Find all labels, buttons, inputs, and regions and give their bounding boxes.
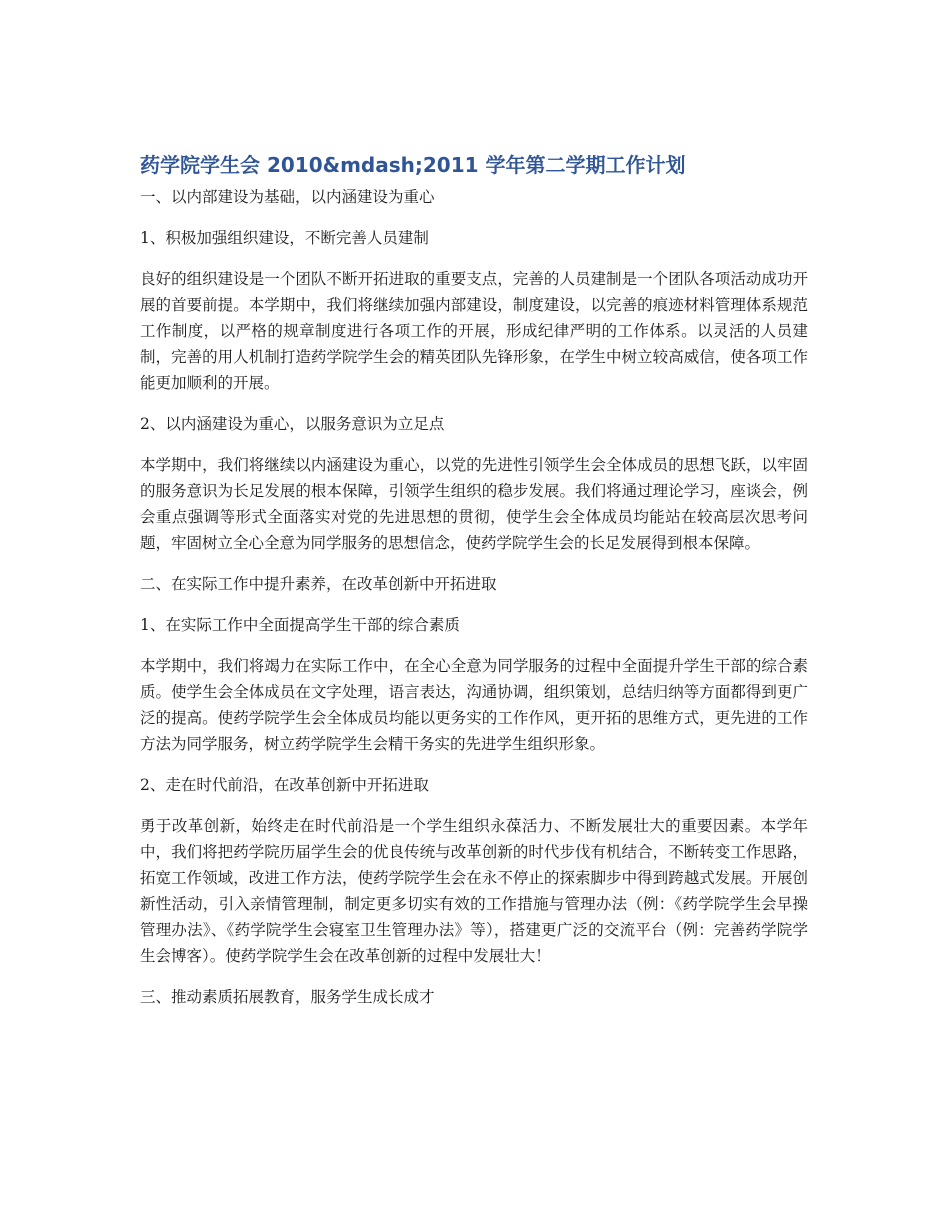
paragraph-2-1: 本学期中，我们将竭力在实际工作中，在全心全意为同学服务的过程中全面提升学生干部的综合素质。使学生会全体成员在文字处理，语言表达，沟通协调，组织策划，总结归纳等方面都得到更广泛的提高。使药学院学生会全体成员均能以更务实的工作作风，更开拓的思维方式，更先进的工作方法为同学服务，树立药学院学生会精干务实的先进学生组织形象。 xyxy=(140,657,808,753)
paragraph-1-2: 本学期中，我们将继续以内涵建设为重心，以党的先进性引领学生会全体成员的思想飞跃，以牢固的服务意识为长足发展的根本保障，引领学生组织的稳步发展。我们将通过理论学习，座谈会，例会重点强调等形式全面落实对党的先进思想的贯彻，使学生会全体成员均能站在较高层次思考问题，牢固树立全心全意为同学服务的思想信念，使药学院学生会的长足发展得到根本保障。 xyxy=(140,456,808,552)
subsection-heading-1-2: 2、以内涵建设为重心，以服务意识为立足点 xyxy=(140,415,445,433)
section-heading-3: 三、推动素质拓展教育，服务学生成长成才 xyxy=(140,988,435,1006)
paragraph-2-2: 勇于改革创新，始终走在时代前沿是一个学生组织永葆活力、不断发展壮大的重要因素。本学年中，我们将把药学院历届学生会的优良传统与改革创新的时代步伐有机结合，不断转变工作思路，拓宽工作领域，改进工作方法，使药学院学生会在永不停止的探索脚步中得到跨越式发展。开展创新性活动，引入亲情管理制，制定更多切实有效的工作措施与管理办法（例：《药学院学生会早操管理办法》、《药学院学生会寝室卫生管理办法》等），搭建更广泛的交流平台（例：完善药学院学生会博客）。使药学院学生会在改革创新的过程中发展壮大！ xyxy=(140,817,808,965)
document-page xyxy=(140,150,808,1025)
subsection-heading-2-2: 2、走在时代前沿，在改革创新中开拓进取 xyxy=(140,776,429,794)
paragraph-1-1: 良好的组织建设是一个团队不断开拓进取的重要支点，完善的人员建制是一个团队各项活动成功开展的首要前提。本学期中，我们将继续加强内部建设，制度建设，以完善的痕迹材料管理体系规范工作制度，以严格的规章制度进行各项工作的开展，形成纪律严明的工作体系。以灵活的人员建制，完善的用人机制打造药学院学生会的精英团队先锋形象，在学生中树立较高威信，使各项工作能更加顺利的开展。 xyxy=(140,270,808,392)
section-heading-2: 二、在实际工作中提升素养，在改革创新中开拓进取 xyxy=(140,575,497,593)
subsection-heading-2-1: 1、在实际工作中全面提高学生干部的综合素质 xyxy=(140,616,460,634)
document-title: 药学院学生会 2010&mdash;2011 学年第二学期工作计划 xyxy=(140,153,686,177)
document-body xyxy=(140,184,808,1010)
section-heading-1: 一、以内部建设为基础，以内涵建设为重心 xyxy=(140,188,435,206)
subsection-heading-1-1: 1、积极加强组织建设，不断完善人员建制 xyxy=(140,229,429,247)
